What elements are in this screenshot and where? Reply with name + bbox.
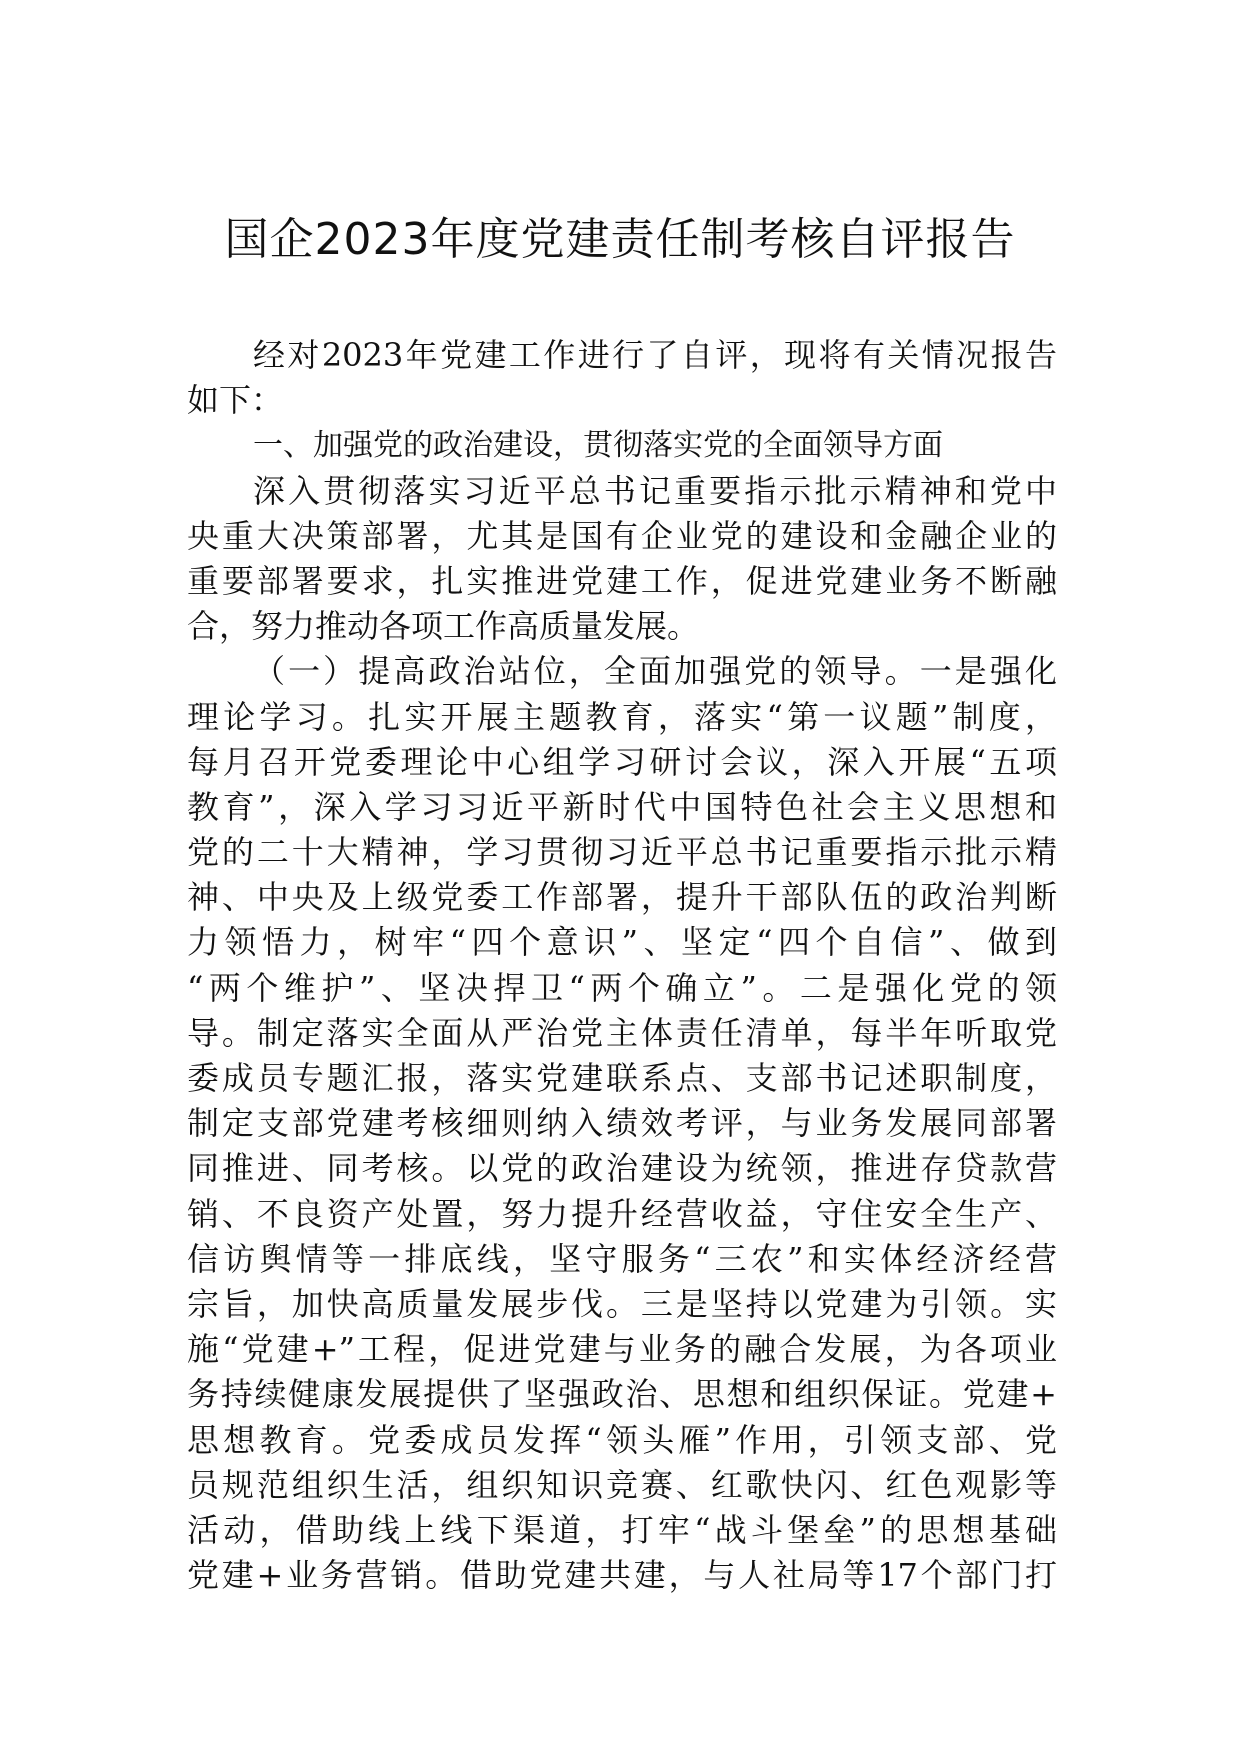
paragraph-line: 央重大决策部署，尤其是国有企业党的建设和金融企业的 [187, 516, 1057, 555]
document-title: 国企2023年度党建责任制考核自评报告 [224, 214, 1016, 265]
paragraph-line: 教育”，深入学习习近平新时代中国特色社会主义思想和 [187, 787, 1057, 826]
paragraph-line: 施“党建+”工程，促进党建与业务的融合发展，为各项业 [187, 1330, 1057, 1369]
paragraph-line: 力领悟力，树牢“四个意识”、坚定“四个自信”、做到 [187, 923, 1057, 962]
paragraph-line: 委成员专题汇报，落实党建联系点、支部书记述职制度， [187, 1059, 1057, 1097]
paragraph-line: 理论学习。扎实开展主题教育，落实“第一议题”制度， [187, 697, 1057, 736]
paragraph-line: 信访舆情等一排底线，坚守服务“三农”和实体经济经营 [187, 1239, 1057, 1278]
paragraph-line: （一）提高政治站位，全面加强党的领导。一是强化 [253, 652, 1057, 691]
paragraph-line: 如下： [187, 381, 284, 420]
paragraph-line: 导。制定落实全面从严治党主体责任清单，每半年听取党 [187, 1013, 1057, 1052]
paragraph-line: 党的二十大精神，学习贯彻习近平总书记重要指示批示精 [187, 833, 1057, 872]
paragraph-line: 务持续健康发展提供了坚强政治、思想和组织保证。党建+ [187, 1375, 1057, 1414]
paragraph-line: 党建+业务营销。借助党建共建，与人社局等17个部门打 [187, 1556, 1057, 1595]
paragraph-line: 深入贯彻落实习近平总书记重要指示批示精神和党中 [253, 471, 1057, 510]
paragraph-line: 同推进、同考核。以党的政治建设为统领，推进存贷款营 [187, 1149, 1057, 1188]
paragraph-line: 神、中央及上级党委工作部署，提升干部队伍的政治判断 [187, 878, 1057, 917]
paragraph-line: 每月召开党委理论中心组学习研讨会议，深入开展“五项 [187, 742, 1057, 781]
paragraph-line: 制定支部党建考核细则纳入绩效考评，与业务发展同部署 [187, 1104, 1057, 1143]
paragraph-line: 重要部署要求，扎实推进党建工作，促进党建业务不断融 [187, 561, 1057, 600]
paragraph-line: 员规范组织生活，组织知识竞赛、红歌快闪、红色观影等 [187, 1465, 1057, 1504]
paragraph-line: 思想教育。党委成员发挥“领头雁”作用，引领支部、党 [187, 1420, 1057, 1459]
document-body [187, 333, 1057, 1598]
paragraph-line: “两个维护”、坚决捍卫“两个确立”。二是强化党的领 [187, 968, 1057, 1007]
paragraph-line: 合，努力推动各项工作高质量发展。 [187, 607, 700, 646]
paragraph-line: 宗旨，加快高质量发展步伐。三是坚持以党建为引领。实 [187, 1284, 1057, 1323]
paragraph-line: 销、不良资产处置，努力提升经营收益，守住安全生产、 [187, 1194, 1057, 1233]
section-heading: 一、加强党的政治建设，贯彻落实党的全面领导方面 [253, 428, 943, 464]
paragraph-line: 活动，借助线上线下渠道，打牢“战斗堡垒”的思想基础 [187, 1510, 1057, 1549]
paragraph-line: 经对2023年党建工作进行了自评，现将有关情况报告 [253, 336, 1057, 374]
